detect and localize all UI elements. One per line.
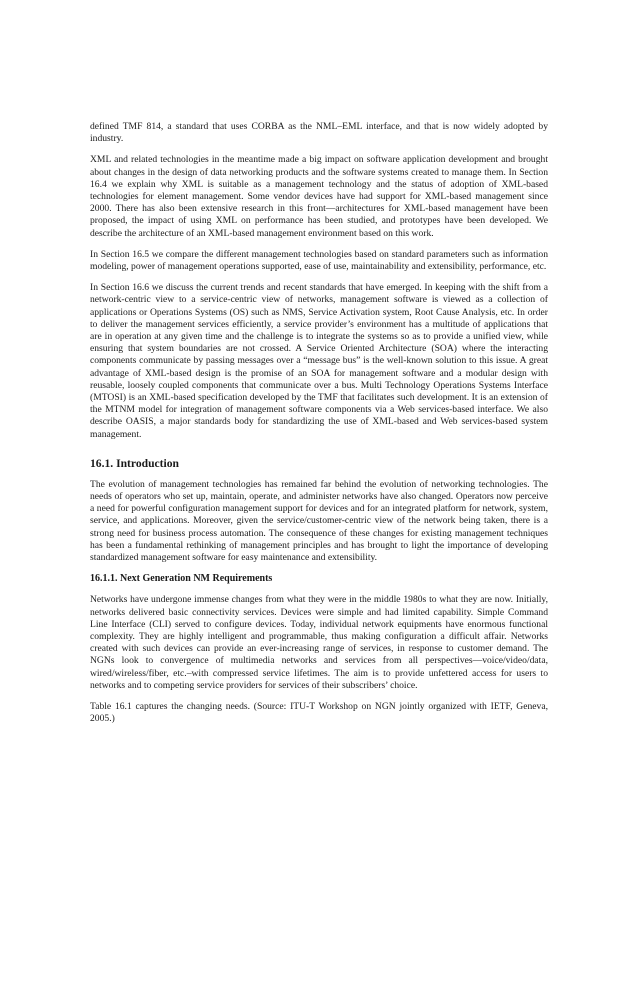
paragraph-network-changes: Networks have undergone immense changes from what they were in the middle 1980s to what they are now. Initially, networks delivered basic connectivity services. Devices were simple and had limited capability. Simple Command Line Interface (CLI) served to configure devices. Today, individual network equipments have enormous functional complexity. They are highly intelligent and programmable, thus making configuration a difficult affair. Networks created with such devices can provide an ever-increasing range of services, in response to customer demand. The NGNs look to convergence of multimedia networks and services from all perspectives—voice/video/data, wired/wireless/fiber, etc.–with compressed service lifetimes. The aim is to provide unfettered access for users to networks and to competing service providers for services of their subscribers’ choice. [90,594,548,691]
document-page [90,121,548,734]
paragraph-introduction: The evolution of management technologies has remained far behind the evolution of networking technologies. The needs of operators who set up, maintain, operate, and administer networks have also changed. Operators now perceive a need for powerful configuration management support for devices and for an integrated platform for network, system, service, and applications. Moreover, given the service/customer-centric view of the network being taken, there is a strong need for business process automation. The consequence of these changes for existing management techniques has been a fundamental rethinking of management principles and has brought to light the importance of developing standardized management software for easy maintenance and extensibility. [90,478,548,564]
paragraph-section-16-5: In Section 16.5 we compare the different management technologies based on standard parameters such as information modeling, power of management operations supported, ease of use, maintainability and extensibility, performance, etc. [90,248,548,273]
paragraph-xml-technologies: XML and related technologies in the meantime made a big impact on software application development and brought about changes in the design of data networking products and the software systems created to manage them. In Section 16.4 we explain why XML is suitable as a management technology and the status of adoption of XML-based technologies for element management. Some vendor devices have had support for XML-based management since 2000. There has also been extensive research in this front—architectures for XML-based management have been proposed, the impact of using XML on performance has been studied, and prototypes have been developed. We describe the architecture of an XML-based management environment based on this work. [90,154,548,239]
paragraph-tmf814: defined TMF 814, a standard that uses CORBA as the NML–EML interface, and that is now widely adopted by industry. [90,121,548,145]
subsection-heading-ngn-requirements: 16.1.1. Next Generation NM Requirements [90,573,273,585]
section-heading-introduction: 16.1. Introduction [90,456,180,470]
paragraph-table-reference: Table 16.1 captures the changing needs. (Source: ITU-T Workshop on NGN jointly organized with IETF, Geneva, 2005.) [90,700,548,725]
paragraph-section-16-6: In Section 16.6 we discuss the current trends and recent standards that have emerged. In keeping with the shift from a network-centric view to a service-centric view of networks, management software is viewed as a collection of applications or Operations Systems (OS) such as NMS, Service Activation system, Root Cause Analysis, etc. In order to deliver the management services efficiently, a service provider’s environment has a multitude of applications that are in operation at any given time and the challenge is to integrate the systems so as to provide a unified view, while ensuring that system boundaries are not crossed. A Service Oriented Architecture (SOA) where the interacting components communicate by passing messages over a “message bus” is the well-known solution to this issue. A great advantage of XML-based design is the promise of an SOA for management software and a modular design with reusable, loosely coupled components that communicate over a bus. Multi Technology Operations Systems Interface (MTOSI) is an XML-based specification developed by the TMF that facilitates such development. It is an extension of the MTNM model for integration of management software components via a Web services-based interface. We also describe OASIS, a major standards body for standardizing the use of XML-based and Web services-based system management. [90,282,548,440]
